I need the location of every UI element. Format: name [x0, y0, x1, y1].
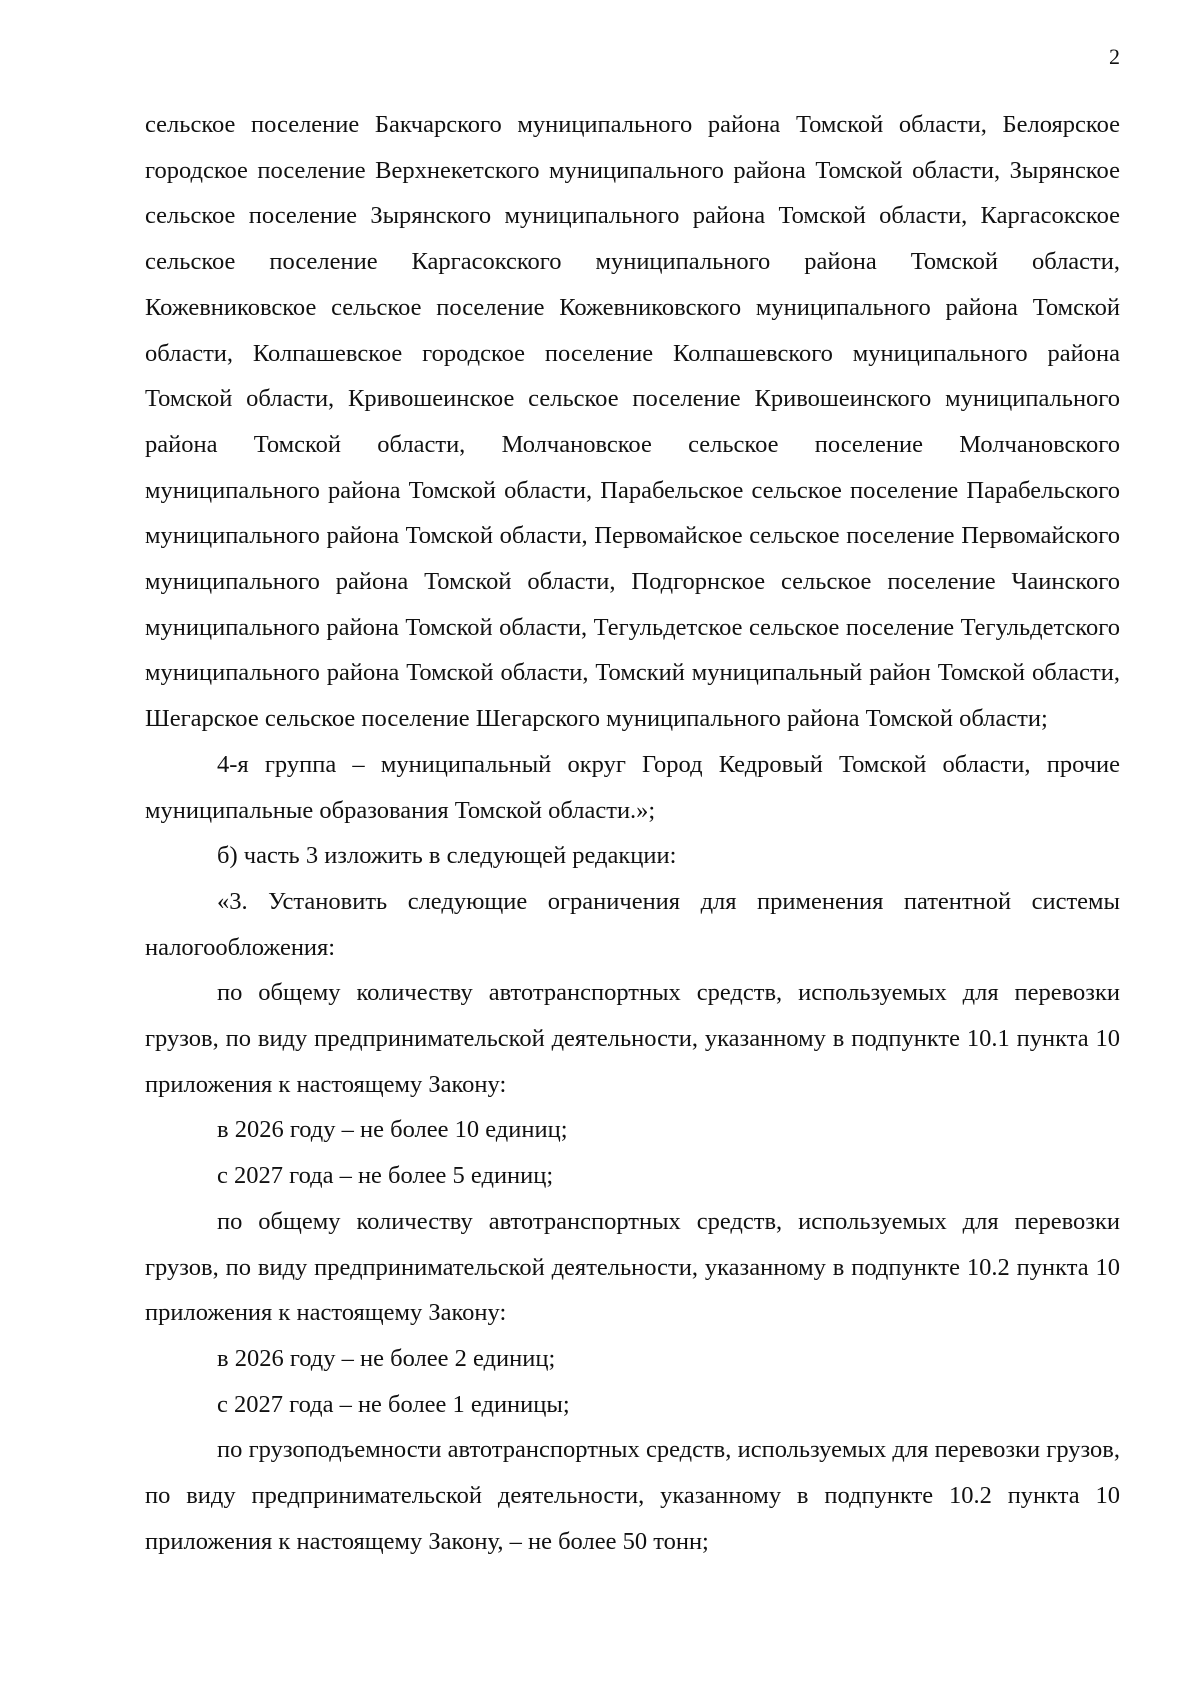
paragraph-capacity-limit: по грузоподъемности автотранспортных средств, используемых для перевозки грузов, по виду предпринимательской деятельности, указанному в подпункте 10.2 пункта 10 приложения к настоящему Закону, – не более 50 тонн;: [145, 1436, 1120, 1555]
paragraph-limit-2027-10-2: с 2027 года – не более 1 единицы;: [217, 1390, 570, 1418]
paragraph-amend-part-3: б) часть 3 изложить в следующей редакции:: [217, 842, 677, 870]
paragraph-limit-2026-10-2: в 2026 году – не более 2 единиц;: [217, 1344, 556, 1372]
paragraph-restrictions-intro: «3. Установить следующие ограничения для применения патентной системы налогообложения:: [145, 887, 1120, 961]
paragraph-vehicles-10-1: по общему количеству автотранспортных средств, используемых для перевозки грузов, по виду предпринимательской деятельности, указанному в подпункте 10.1 пункта 10 приложения к настоящему Закону:: [145, 979, 1120, 1098]
paragraph-limit-2027-10-1: с 2027 года – не более 5 единиц;: [217, 1162, 554, 1190]
paragraph-limit-2026-10-1: в 2026 году – не более 10 единиц;: [217, 1116, 568, 1144]
page-number: 2: [1109, 44, 1120, 69]
paragraph-group-4: 4-я группа – муниципальный округ Город Кедровый Томской области, прочие муниципальные образования Томской области.»;: [145, 750, 1120, 824]
paragraph-municipalities-list: сельское поселение Бакчарского муниципального района Томской области, Белоярское городское поселение Верхнекетского муниципального района Томской области, Зырянское сельское поселение Зырянского муниципального района Томской области, Каргасокское сельское поселение Каргасокского муниципального района Томской области, Кожевниковское сельское поселение Кожевниковского муниципального района Томской области, Колпашевское городское поселение Колпашевского муниципального района Томской области, Кривошеинское сельское поселение Кривошеинского муниципального района Томской области, Молчановское сельское поселение Молчановского муниципального района Томской области, Парабельское сельское поселение Парабельского муниципального района Томской области, Первомайское сельское поселение Первомайского муниципального района Томской области, Подгорнское сельское поселение Чаинского муниципального района Томской области, Тегульдетское сельское поселение Тегульдетского муниципального района Томской области, Томский муниципальный район Томской области, Шегарское сельское поселение Шегарского муниципального района Томской области;: [145, 111, 1120, 733]
paragraph-vehicles-10-2: по общему количеству автотранспортных средств, используемых для перевозки грузов, по виду предпринимательской деятельности, указанному в подпункте 10.2 пункта 10 приложения к настоящему Закону:: [145, 1207, 1120, 1327]
document-body: [145, 102, 1120, 1565]
